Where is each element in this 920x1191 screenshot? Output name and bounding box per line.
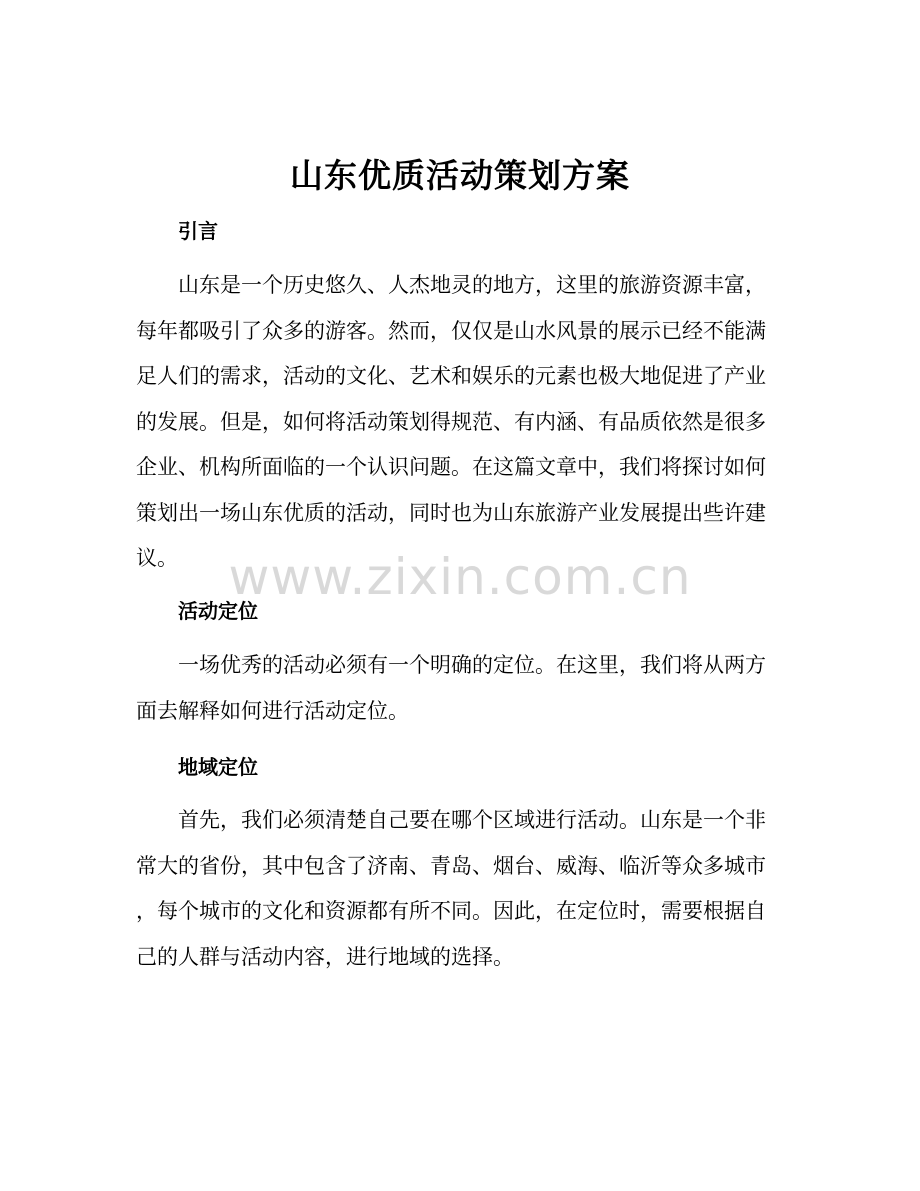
paragraph-line: 常大的省份，其中包含了济南、青岛、烟台、威海、临沂等众多城市 bbox=[136, 853, 766, 878]
paragraph-line: 策划出一场山东优质的活动，同时也为山东旅游产业发展提出些许建 bbox=[136, 500, 766, 525]
paragraph-line: 企业、机构所面临的一个认识问题。在这篇文章中，我们将探讨如何 bbox=[136, 455, 766, 479]
paragraph-line: 面去解释如何进行活动定位。 bbox=[136, 698, 409, 723]
section-heading-positioning: 活动定位 bbox=[178, 599, 258, 623]
paragraph-line: 的发展。但是，如何将活动策划得规范、有内涵、有品质依然是很多 bbox=[136, 409, 766, 434]
paragraph-line: 己的人群与活动内容，进行地域的选择。 bbox=[136, 944, 514, 969]
page-title: 山东优质活动策划方案 bbox=[290, 156, 630, 195]
paragraph-regional bbox=[136, 798, 776, 980]
paragraph-line: 首先，我们必须清楚自己要在哪个区域进行活动。山东是一个非 bbox=[178, 808, 766, 832]
paragraph-line: 山东是一个历史悠久、人杰地灵的地方，这里的旅游资源丰富， bbox=[178, 273, 766, 297]
section-heading-intro: 引言 bbox=[178, 219, 218, 243]
section-heading-regional: 地域定位 bbox=[178, 755, 258, 779]
paragraph-line: 足人们的需求，活动的文化、艺术和娱乐的元素也极大地促进了产业 bbox=[136, 364, 766, 388]
paragraph-line: ，每个城市的文化和资源都有所不同。因此，在定位时，需要根据自 bbox=[136, 899, 766, 923]
paragraph-intro bbox=[136, 263, 776, 582]
paragraph-line: 每年都吸引了众多的游客。然而，仅仅是山水风景的展示已经不能满 bbox=[136, 318, 766, 343]
paragraph-positioning bbox=[136, 643, 776, 734]
paragraph-line: 一场优秀的活动必须有一个明确的定位。在这里，我们将从两方 bbox=[178, 653, 766, 677]
watermark: www.zixin.com.cn bbox=[228, 548, 692, 606]
paragraph-line: 议。 bbox=[136, 546, 178, 570]
